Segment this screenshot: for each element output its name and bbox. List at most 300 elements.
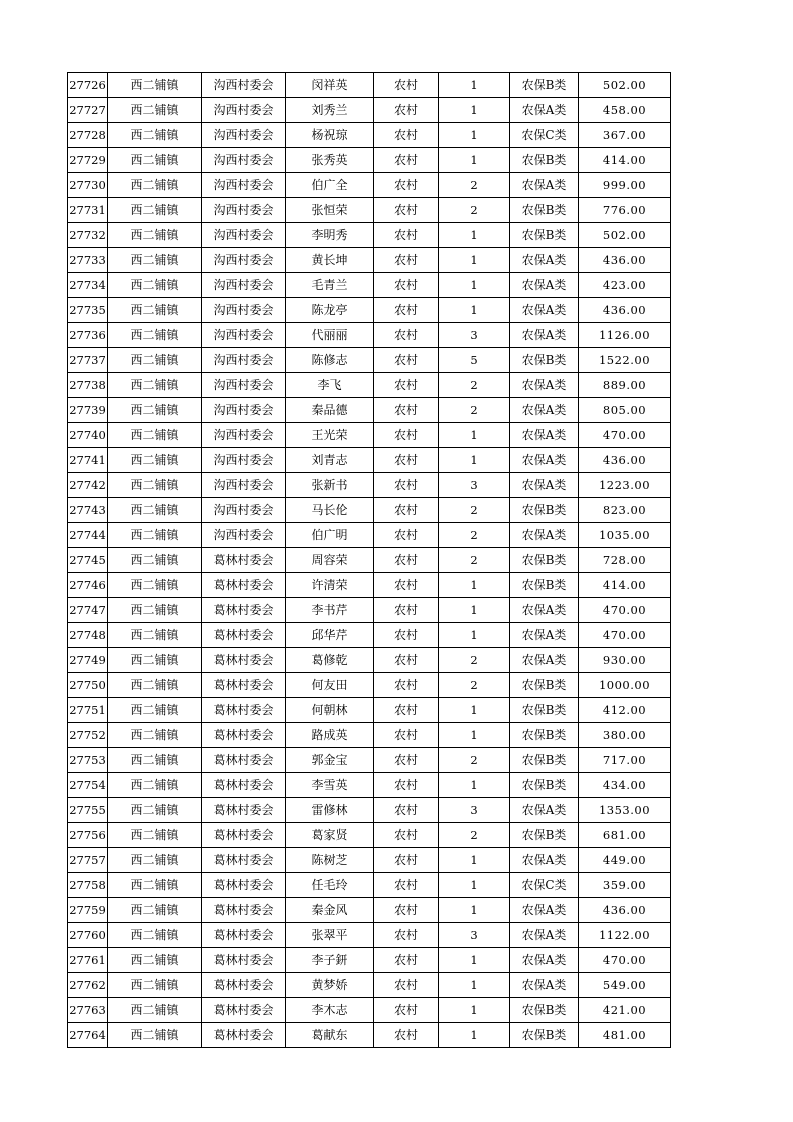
amount-cell: 717.00 bbox=[579, 748, 671, 773]
records-table bbox=[67, 72, 671, 1048]
person-name-cell: 周容荣 bbox=[286, 548, 374, 573]
household-type-cell: 农村 bbox=[374, 173, 439, 198]
amount-cell: 481.00 bbox=[579, 1023, 671, 1048]
village-committee-cell: 葛林村委会 bbox=[202, 598, 286, 623]
household-type-cell: 农村 bbox=[374, 73, 439, 98]
amount-cell: 1000.00 bbox=[579, 673, 671, 698]
town-cell: 西二铺镇 bbox=[108, 298, 202, 323]
record-id-cell: 27736 bbox=[68, 323, 108, 348]
village-committee-cell: 沟西村委会 bbox=[202, 423, 286, 448]
household-size-cell: 1 bbox=[439, 1023, 510, 1048]
table-row bbox=[68, 773, 671, 798]
person-name-cell: 闵祥英 bbox=[286, 73, 374, 98]
table-row bbox=[68, 248, 671, 273]
town-cell: 西二铺镇 bbox=[108, 723, 202, 748]
table-row bbox=[68, 98, 671, 123]
household-type-cell: 农村 bbox=[374, 898, 439, 923]
person-name-cell: 张新书 bbox=[286, 473, 374, 498]
household-type-cell: 农村 bbox=[374, 273, 439, 298]
household-size-cell: 1 bbox=[439, 423, 510, 448]
record-id-cell: 27729 bbox=[68, 148, 108, 173]
person-name-cell: 雷修林 bbox=[286, 798, 374, 823]
table-row bbox=[68, 398, 671, 423]
household-size-cell: 1 bbox=[439, 148, 510, 173]
household-size-cell: 1 bbox=[439, 273, 510, 298]
insurance-category-cell: 农保A类 bbox=[510, 898, 579, 923]
table-row bbox=[68, 423, 671, 448]
insurance-category-cell: 农保B类 bbox=[510, 998, 579, 1023]
insurance-category-cell: 农保B类 bbox=[510, 348, 579, 373]
amount-cell: 449.00 bbox=[579, 848, 671, 873]
household-size-cell: 1 bbox=[439, 223, 510, 248]
table-row bbox=[68, 898, 671, 923]
table-row bbox=[68, 223, 671, 248]
person-name-cell: 张翠平 bbox=[286, 923, 374, 948]
record-id-cell: 27758 bbox=[68, 873, 108, 898]
person-name-cell: 葛修乾 bbox=[286, 648, 374, 673]
table-row bbox=[68, 373, 671, 398]
household-size-cell: 2 bbox=[439, 173, 510, 198]
household-type-cell: 农村 bbox=[374, 598, 439, 623]
village-committee-cell: 沟西村委会 bbox=[202, 348, 286, 373]
amount-cell: 470.00 bbox=[579, 948, 671, 973]
village-committee-cell: 葛林村委会 bbox=[202, 748, 286, 773]
insurance-category-cell: 农保A类 bbox=[510, 323, 579, 348]
record-id-cell: 27756 bbox=[68, 823, 108, 848]
town-cell: 西二铺镇 bbox=[108, 598, 202, 623]
village-committee-cell: 葛林村委会 bbox=[202, 723, 286, 748]
household-size-cell: 1 bbox=[439, 248, 510, 273]
household-type-cell: 农村 bbox=[374, 423, 439, 448]
town-cell: 西二铺镇 bbox=[108, 273, 202, 298]
person-name-cell: 何友田 bbox=[286, 673, 374, 698]
amount-cell: 823.00 bbox=[579, 498, 671, 523]
amount-cell: 1126.00 bbox=[579, 323, 671, 348]
household-size-cell: 1 bbox=[439, 973, 510, 998]
town-cell: 西二铺镇 bbox=[108, 698, 202, 723]
record-id-cell: 27732 bbox=[68, 223, 108, 248]
town-cell: 西二铺镇 bbox=[108, 823, 202, 848]
village-committee-cell: 沟西村委会 bbox=[202, 173, 286, 198]
household-type-cell: 农村 bbox=[374, 748, 439, 773]
record-id-cell: 27735 bbox=[68, 298, 108, 323]
record-id-cell: 27738 bbox=[68, 373, 108, 398]
household-size-cell: 1 bbox=[439, 723, 510, 748]
household-size-cell: 1 bbox=[439, 73, 510, 98]
household-type-cell: 农村 bbox=[374, 698, 439, 723]
household-type-cell: 农村 bbox=[374, 548, 439, 573]
record-id-cell: 27741 bbox=[68, 448, 108, 473]
person-name-cell: 任毛玲 bbox=[286, 873, 374, 898]
record-id-cell: 27763 bbox=[68, 998, 108, 1023]
town-cell: 西二铺镇 bbox=[108, 123, 202, 148]
town-cell: 西二铺镇 bbox=[108, 423, 202, 448]
town-cell: 西二铺镇 bbox=[108, 573, 202, 598]
table-row bbox=[68, 548, 671, 573]
person-name-cell: 刘青志 bbox=[286, 448, 374, 473]
village-committee-cell: 葛林村委会 bbox=[202, 1023, 286, 1048]
village-committee-cell: 沟西村委会 bbox=[202, 298, 286, 323]
household-size-cell: 1 bbox=[439, 773, 510, 798]
household-type-cell: 农村 bbox=[374, 923, 439, 948]
table-row bbox=[68, 323, 671, 348]
insurance-category-cell: 农保B类 bbox=[510, 148, 579, 173]
town-cell: 西二铺镇 bbox=[108, 623, 202, 648]
household-size-cell: 5 bbox=[439, 348, 510, 373]
insurance-category-cell: 农保A类 bbox=[510, 648, 579, 673]
person-name-cell: 何朝林 bbox=[286, 698, 374, 723]
amount-cell: 1522.00 bbox=[579, 348, 671, 373]
table-row bbox=[68, 723, 671, 748]
record-id-cell: 27757 bbox=[68, 848, 108, 873]
town-cell: 西二铺镇 bbox=[108, 198, 202, 223]
household-size-cell: 2 bbox=[439, 523, 510, 548]
household-type-cell: 农村 bbox=[374, 473, 439, 498]
record-id-cell: 27733 bbox=[68, 248, 108, 273]
household-size-cell: 2 bbox=[439, 398, 510, 423]
household-size-cell: 1 bbox=[439, 873, 510, 898]
town-cell: 西二铺镇 bbox=[108, 873, 202, 898]
household-size-cell: 1 bbox=[439, 98, 510, 123]
table-row bbox=[68, 998, 671, 1023]
household-size-cell: 2 bbox=[439, 198, 510, 223]
amount-cell: 414.00 bbox=[579, 148, 671, 173]
person-name-cell: 李明秀 bbox=[286, 223, 374, 248]
village-committee-cell: 葛林村委会 bbox=[202, 873, 286, 898]
table-row bbox=[68, 473, 671, 498]
person-name-cell: 李飞 bbox=[286, 373, 374, 398]
amount-cell: 359.00 bbox=[579, 873, 671, 898]
household-size-cell: 1 bbox=[439, 598, 510, 623]
amount-cell: 412.00 bbox=[579, 698, 671, 723]
insurance-category-cell: 农保A类 bbox=[510, 473, 579, 498]
person-name-cell: 杨祝琼 bbox=[286, 123, 374, 148]
village-committee-cell: 沟西村委会 bbox=[202, 523, 286, 548]
table-row bbox=[68, 73, 671, 98]
amount-cell: 502.00 bbox=[579, 223, 671, 248]
insurance-category-cell: 农保A类 bbox=[510, 273, 579, 298]
household-size-cell: 2 bbox=[439, 498, 510, 523]
amount-cell: 1122.00 bbox=[579, 923, 671, 948]
village-committee-cell: 沟西村委会 bbox=[202, 198, 286, 223]
town-cell: 西二铺镇 bbox=[108, 848, 202, 873]
person-name-cell: 葛家贤 bbox=[286, 823, 374, 848]
town-cell: 西二铺镇 bbox=[108, 898, 202, 923]
household-size-cell: 3 bbox=[439, 473, 510, 498]
table-row bbox=[68, 123, 671, 148]
amount-cell: 436.00 bbox=[579, 298, 671, 323]
amount-cell: 434.00 bbox=[579, 773, 671, 798]
household-type-cell: 农村 bbox=[374, 673, 439, 698]
record-id-cell: 27760 bbox=[68, 923, 108, 948]
village-committee-cell: 葛林村委会 bbox=[202, 698, 286, 723]
record-id-cell: 27731 bbox=[68, 198, 108, 223]
town-cell: 西二铺镇 bbox=[108, 773, 202, 798]
person-name-cell: 秦金风 bbox=[286, 898, 374, 923]
town-cell: 西二铺镇 bbox=[108, 223, 202, 248]
household-size-cell: 2 bbox=[439, 673, 510, 698]
insurance-category-cell: 农保B类 bbox=[510, 198, 579, 223]
insurance-category-cell: 农保A类 bbox=[510, 298, 579, 323]
household-type-cell: 农村 bbox=[374, 973, 439, 998]
household-type-cell: 农村 bbox=[374, 948, 439, 973]
amount-cell: 436.00 bbox=[579, 898, 671, 923]
insurance-category-cell: 农保B类 bbox=[510, 698, 579, 723]
record-id-cell: 27749 bbox=[68, 648, 108, 673]
household-type-cell: 农村 bbox=[374, 198, 439, 223]
person-name-cell: 路成英 bbox=[286, 723, 374, 748]
town-cell: 西二铺镇 bbox=[108, 548, 202, 573]
insurance-category-cell: 农保A类 bbox=[510, 798, 579, 823]
town-cell: 西二铺镇 bbox=[108, 373, 202, 398]
household-type-cell: 农村 bbox=[374, 848, 439, 873]
amount-cell: 423.00 bbox=[579, 273, 671, 298]
village-committee-cell: 葛林村委会 bbox=[202, 948, 286, 973]
record-id-cell: 27739 bbox=[68, 398, 108, 423]
household-type-cell: 农村 bbox=[374, 873, 439, 898]
person-name-cell: 刘秀兰 bbox=[286, 98, 374, 123]
amount-cell: 458.00 bbox=[579, 98, 671, 123]
person-name-cell: 许清荣 bbox=[286, 573, 374, 598]
town-cell: 西二铺镇 bbox=[108, 973, 202, 998]
village-committee-cell: 沟西村委会 bbox=[202, 373, 286, 398]
person-name-cell: 伯广全 bbox=[286, 173, 374, 198]
household-size-cell: 2 bbox=[439, 823, 510, 848]
amount-cell: 470.00 bbox=[579, 423, 671, 448]
table-row bbox=[68, 148, 671, 173]
village-committee-cell: 沟西村委会 bbox=[202, 323, 286, 348]
amount-cell: 776.00 bbox=[579, 198, 671, 223]
table-row bbox=[68, 923, 671, 948]
amount-cell: 549.00 bbox=[579, 973, 671, 998]
record-id-cell: 27762 bbox=[68, 973, 108, 998]
amount-cell: 728.00 bbox=[579, 548, 671, 573]
household-type-cell: 农村 bbox=[374, 573, 439, 598]
town-cell: 西二铺镇 bbox=[108, 98, 202, 123]
town-cell: 西二铺镇 bbox=[108, 348, 202, 373]
household-type-cell: 农村 bbox=[374, 248, 439, 273]
person-name-cell: 代丽丽 bbox=[286, 323, 374, 348]
household-size-cell: 2 bbox=[439, 748, 510, 773]
village-committee-cell: 葛林村委会 bbox=[202, 548, 286, 573]
household-type-cell: 农村 bbox=[374, 648, 439, 673]
household-type-cell: 农村 bbox=[374, 348, 439, 373]
town-cell: 西二铺镇 bbox=[108, 323, 202, 348]
village-committee-cell: 沟西村委会 bbox=[202, 223, 286, 248]
insurance-category-cell: 农保A类 bbox=[510, 448, 579, 473]
insurance-category-cell: 农保B类 bbox=[510, 723, 579, 748]
insurance-category-cell: 农保A类 bbox=[510, 523, 579, 548]
village-committee-cell: 沟西村委会 bbox=[202, 148, 286, 173]
table-row bbox=[68, 523, 671, 548]
household-type-cell: 农村 bbox=[374, 823, 439, 848]
village-committee-cell: 葛林村委会 bbox=[202, 773, 286, 798]
household-type-cell: 农村 bbox=[374, 323, 439, 348]
village-committee-cell: 沟西村委会 bbox=[202, 498, 286, 523]
amount-cell: 502.00 bbox=[579, 73, 671, 98]
table-row bbox=[68, 748, 671, 773]
town-cell: 西二铺镇 bbox=[108, 798, 202, 823]
amount-cell: 367.00 bbox=[579, 123, 671, 148]
insurance-category-cell: 农保A类 bbox=[510, 948, 579, 973]
household-type-cell: 农村 bbox=[374, 123, 439, 148]
amount-cell: 1035.00 bbox=[579, 523, 671, 548]
person-name-cell: 李书芹 bbox=[286, 598, 374, 623]
table-row bbox=[68, 598, 671, 623]
household-type-cell: 农村 bbox=[374, 223, 439, 248]
insurance-category-cell: 农保B类 bbox=[510, 1023, 579, 1048]
record-id-cell: 27747 bbox=[68, 598, 108, 623]
town-cell: 西二铺镇 bbox=[108, 673, 202, 698]
village-committee-cell: 葛林村委会 bbox=[202, 998, 286, 1023]
table-row bbox=[68, 348, 671, 373]
household-type-cell: 农村 bbox=[374, 623, 439, 648]
person-name-cell: 马长伦 bbox=[286, 498, 374, 523]
town-cell: 西二铺镇 bbox=[108, 448, 202, 473]
village-committee-cell: 沟西村委会 bbox=[202, 448, 286, 473]
household-type-cell: 农村 bbox=[374, 148, 439, 173]
household-size-cell: 2 bbox=[439, 648, 510, 673]
village-committee-cell: 沟西村委会 bbox=[202, 273, 286, 298]
household-size-cell: 1 bbox=[439, 948, 510, 973]
household-size-cell: 3 bbox=[439, 923, 510, 948]
table-row bbox=[68, 498, 671, 523]
household-size-cell: 2 bbox=[439, 548, 510, 573]
person-name-cell: 李子鈃 bbox=[286, 948, 374, 973]
town-cell: 西二铺镇 bbox=[108, 498, 202, 523]
record-id-cell: 27761 bbox=[68, 948, 108, 973]
person-name-cell: 张恒荣 bbox=[286, 198, 374, 223]
insurance-category-cell: 农保B类 bbox=[510, 748, 579, 773]
town-cell: 西二铺镇 bbox=[108, 398, 202, 423]
insurance-category-cell: 农保B类 bbox=[510, 73, 579, 98]
table-row bbox=[68, 698, 671, 723]
amount-cell: 1223.00 bbox=[579, 473, 671, 498]
amount-cell: 930.00 bbox=[579, 648, 671, 673]
village-committee-cell: 葛林村委会 bbox=[202, 923, 286, 948]
record-id-cell: 27726 bbox=[68, 73, 108, 98]
record-id-cell: 27734 bbox=[68, 273, 108, 298]
amount-cell: 470.00 bbox=[579, 623, 671, 648]
amount-cell: 1353.00 bbox=[579, 798, 671, 823]
insurance-category-cell: 农保B类 bbox=[510, 498, 579, 523]
insurance-category-cell: 农保B类 bbox=[510, 823, 579, 848]
village-committee-cell: 沟西村委会 bbox=[202, 123, 286, 148]
record-id-cell: 27743 bbox=[68, 498, 108, 523]
household-type-cell: 农村 bbox=[374, 498, 439, 523]
table-row bbox=[68, 573, 671, 598]
table-row bbox=[68, 648, 671, 673]
insurance-category-cell: 农保C类 bbox=[510, 873, 579, 898]
record-id-cell: 27748 bbox=[68, 623, 108, 648]
record-id-cell: 27755 bbox=[68, 798, 108, 823]
table-row bbox=[68, 798, 671, 823]
record-id-cell: 27740 bbox=[68, 423, 108, 448]
village-committee-cell: 沟西村委会 bbox=[202, 73, 286, 98]
village-committee-cell: 葛林村委会 bbox=[202, 823, 286, 848]
person-name-cell: 葛献东 bbox=[286, 1023, 374, 1048]
table-row bbox=[68, 673, 671, 698]
person-name-cell: 伯广明 bbox=[286, 523, 374, 548]
town-cell: 西二铺镇 bbox=[108, 523, 202, 548]
town-cell: 西二铺镇 bbox=[108, 998, 202, 1023]
village-committee-cell: 葛林村委会 bbox=[202, 673, 286, 698]
record-id-cell: 27727 bbox=[68, 98, 108, 123]
household-size-cell: 1 bbox=[439, 848, 510, 873]
insurance-category-cell: 农保A类 bbox=[510, 398, 579, 423]
person-name-cell: 邱华芹 bbox=[286, 623, 374, 648]
insurance-category-cell: 农保B类 bbox=[510, 773, 579, 798]
table-row bbox=[68, 873, 671, 898]
person-name-cell: 张秀英 bbox=[286, 148, 374, 173]
village-committee-cell: 沟西村委会 bbox=[202, 473, 286, 498]
town-cell: 西二铺镇 bbox=[108, 173, 202, 198]
town-cell: 西二铺镇 bbox=[108, 648, 202, 673]
record-id-cell: 27759 bbox=[68, 898, 108, 923]
insurance-category-cell: 农保C类 bbox=[510, 123, 579, 148]
table-row bbox=[68, 848, 671, 873]
table-row bbox=[68, 623, 671, 648]
town-cell: 西二铺镇 bbox=[108, 923, 202, 948]
table-body bbox=[68, 73, 671, 1048]
household-size-cell: 1 bbox=[439, 298, 510, 323]
amount-cell: 436.00 bbox=[579, 448, 671, 473]
amount-cell: 470.00 bbox=[579, 598, 671, 623]
village-committee-cell: 葛林村委会 bbox=[202, 798, 286, 823]
insurance-category-cell: 农保B类 bbox=[510, 223, 579, 248]
person-name-cell: 李雪英 bbox=[286, 773, 374, 798]
record-id-cell: 27730 bbox=[68, 173, 108, 198]
insurance-category-cell: 农保A类 bbox=[510, 173, 579, 198]
insurance-category-cell: 农保A类 bbox=[510, 598, 579, 623]
amount-cell: 681.00 bbox=[579, 823, 671, 848]
household-type-cell: 农村 bbox=[374, 1023, 439, 1048]
record-id-cell: 27745 bbox=[68, 548, 108, 573]
village-committee-cell: 葛林村委会 bbox=[202, 573, 286, 598]
household-size-cell: 1 bbox=[439, 123, 510, 148]
table-row bbox=[68, 973, 671, 998]
village-committee-cell: 葛林村委会 bbox=[202, 973, 286, 998]
person-name-cell: 王光荣 bbox=[286, 423, 374, 448]
household-size-cell: 3 bbox=[439, 323, 510, 348]
record-id-cell: 27737 bbox=[68, 348, 108, 373]
insurance-category-cell: 农保A类 bbox=[510, 248, 579, 273]
village-committee-cell: 葛林村委会 bbox=[202, 848, 286, 873]
village-committee-cell: 葛林村委会 bbox=[202, 648, 286, 673]
record-id-cell: 27746 bbox=[68, 573, 108, 598]
household-size-cell: 1 bbox=[439, 623, 510, 648]
record-id-cell: 27744 bbox=[68, 523, 108, 548]
insurance-category-cell: 农保B类 bbox=[510, 573, 579, 598]
person-name-cell: 黄长坤 bbox=[286, 248, 374, 273]
table-row bbox=[68, 173, 671, 198]
village-committee-cell: 沟西村委会 bbox=[202, 398, 286, 423]
household-type-cell: 农村 bbox=[374, 448, 439, 473]
amount-cell: 999.00 bbox=[579, 173, 671, 198]
record-id-cell: 27753 bbox=[68, 748, 108, 773]
record-id-cell: 27754 bbox=[68, 773, 108, 798]
town-cell: 西二铺镇 bbox=[108, 148, 202, 173]
person-name-cell: 陈龙亭 bbox=[286, 298, 374, 323]
table-row bbox=[68, 948, 671, 973]
insurance-category-cell: 农保A类 bbox=[510, 848, 579, 873]
town-cell: 西二铺镇 bbox=[108, 1023, 202, 1048]
household-size-cell: 3 bbox=[439, 798, 510, 823]
record-id-cell: 27750 bbox=[68, 673, 108, 698]
insurance-category-cell: 农保A类 bbox=[510, 973, 579, 998]
amount-cell: 889.00 bbox=[579, 373, 671, 398]
insurance-category-cell: 农保A类 bbox=[510, 623, 579, 648]
